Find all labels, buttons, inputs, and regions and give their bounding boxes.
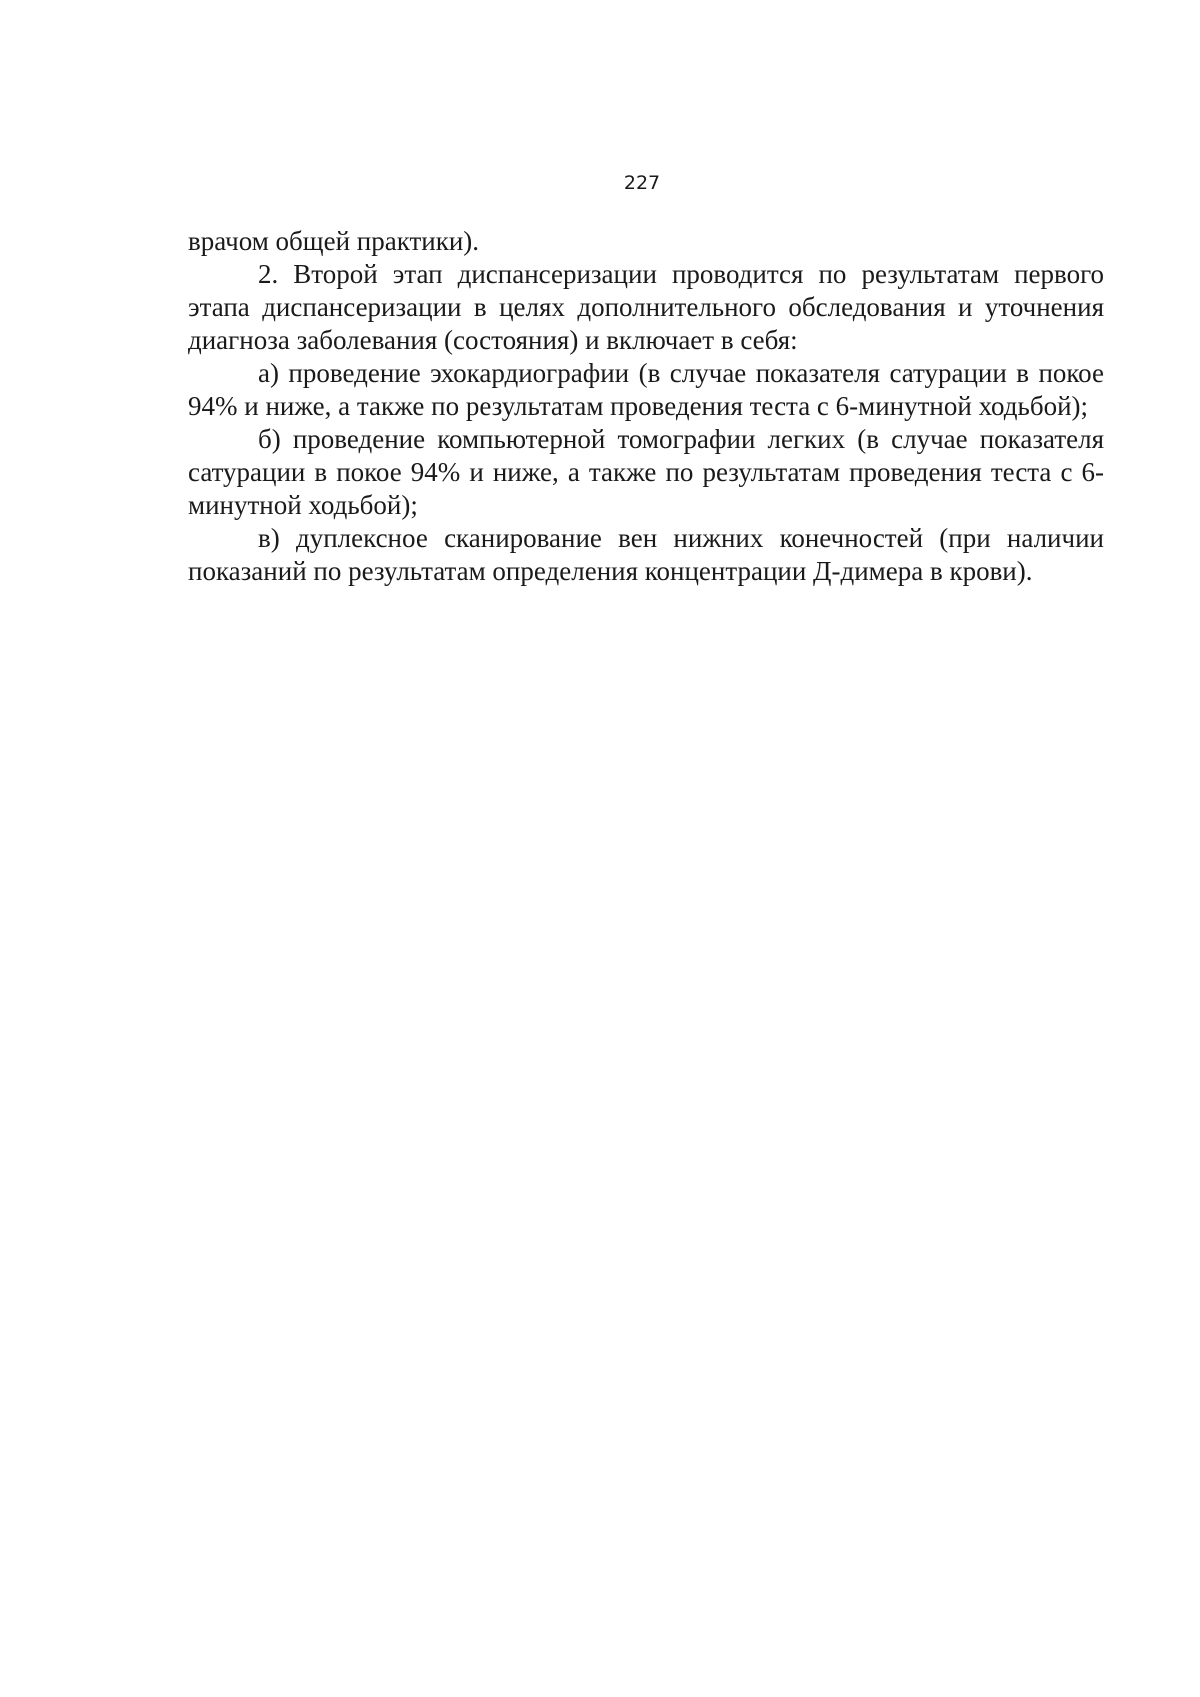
- list-item-a: а) проведение эхокардиографии (в случае показателя сатурации в покое 94% и ниже, а также по результатам проведения теста с 6-минутной ходьбой);: [188, 358, 1104, 421]
- paragraph-continuation: врачом общей практики).: [188, 226, 480, 256]
- list-item-b: б) проведение компьютерной томографии легких (в случае показателя сатурации в покое 94% и ниже, а также по результатам проведения теста с 6-минутной ходьбой);: [188, 424, 1104, 520]
- list-item-c: в) дуплексное сканирование вен нижних конечностей (при наличии показаний по результатам определения концентрации Д-димера в крови).: [188, 523, 1104, 586]
- page-number: 227: [623, 172, 661, 194]
- paragraph-second-stage: 2. Второй этап диспансеризации проводится по результатам первого этапа диспансеризации в целях дополнительного обследования и уточнения диагноза заболевания (состояния) и включает в себя:: [188, 259, 1104, 355]
- document-body: [188, 225, 1104, 588]
